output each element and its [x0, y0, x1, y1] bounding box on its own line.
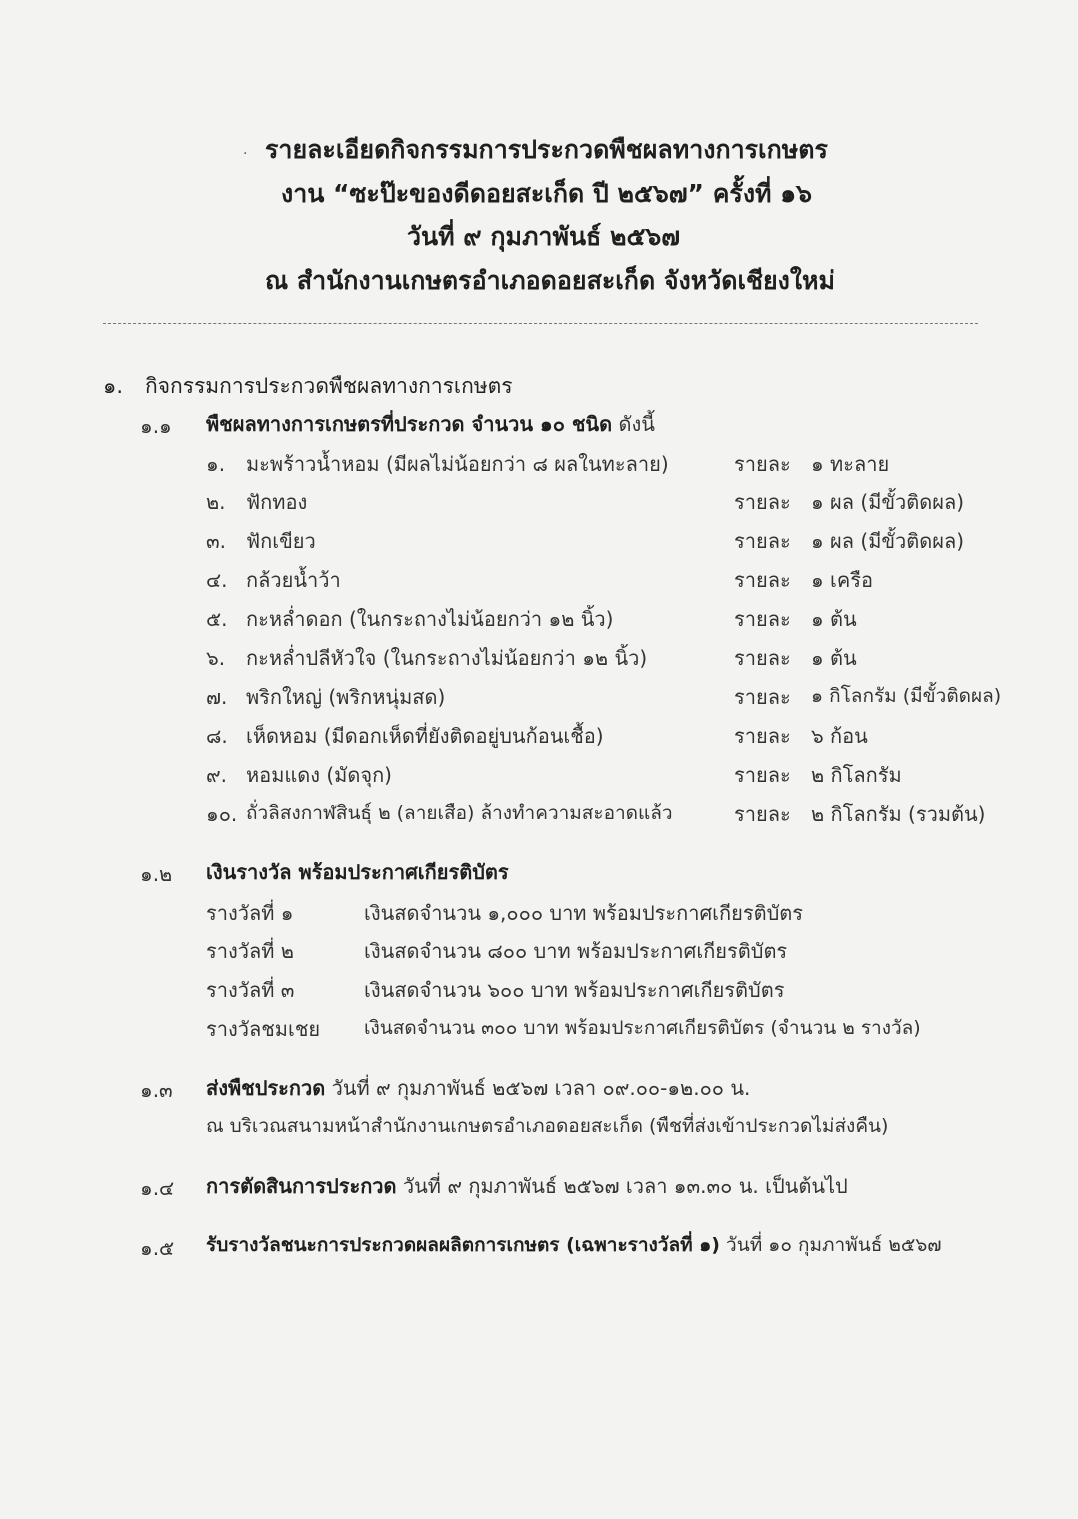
list-item-number: ๒.: [206, 490, 226, 514]
prize-detail: เงินสดจำนวน ๘๐๐ บาท พร้อมประกาศเกียรติบัตร: [364, 939, 788, 963]
event-name: งาน “ซะป๊ะของดีดอยสะเก็ด ปี ๒๕๖๗” ครั้งที่ ๑๖: [281, 179, 812, 208]
list-item-per: รายละ: [734, 452, 791, 476]
list-item-per: รายละ: [734, 724, 791, 748]
list-item-qty: ๒ กิโลกรัม: [811, 763, 902, 787]
section-1-title: กิจกรรมการประกวดพืชผลทางการเกษตร: [145, 374, 513, 398]
list-item-per: รายละ: [734, 607, 791, 631]
prize-label: รางวัลที่ ๑: [206, 901, 294, 925]
list-item-name: พริกใหญ่ (พริกหนุ่มสด): [246, 685, 446, 709]
list-item-per: รายละ: [734, 685, 791, 709]
section-1-1-title: พืชผลทางการเกษตรที่ประกวด จำนวน ๑๐ ชนิด: [206, 412, 613, 436]
section-1-4-text: วันที่ ๙ กุมภาพันธ์ ๒๕๖๗ เวลา ๑๓.๓๐ น. เป็นต้นไป: [402, 1174, 848, 1198]
list-item-per: รายละ: [734, 802, 791, 826]
list-item-number: ๓.: [206, 529, 227, 553]
list-item-qty: ๑ เครือ: [811, 568, 874, 592]
section-1-5-title: รับรางวัลชนะการประกวดผลผลิตการเกษตร (เฉพาะรางวัลที่ ๑): [206, 1234, 720, 1256]
section-1-1-number: ๑.๑: [140, 414, 172, 438]
section-1-5-heading: [206, 1230, 942, 1260]
prize-detail: เงินสดจำนวน ๖๐๐ บาท พร้อมประกาศเกียรติบัตร: [364, 978, 785, 1002]
section-1-1-heading: [206, 408, 655, 440]
section-1-4-title: การตัดสินการประกวด: [206, 1174, 397, 1198]
list-item-name: กล้วยน้ำว้า: [246, 568, 341, 592]
list-item-per: รายละ: [734, 646, 791, 670]
list-item-name: หอมแดง (มัดจุก): [246, 763, 392, 787]
list-item-number: ๘.: [206, 724, 228, 748]
list-item-name: มะพร้าวน้ำหอม (มีผลไม่น้อยกว่า ๘ ผลในทะลาย): [246, 452, 669, 476]
section-1-3-location: ณ บริเวณสนามหน้าสำนักงานเกษตรอำเภอดอยสะเก็ด (พืชที่ส่งเข้าประกวดไม่ส่งคืน): [206, 1115, 889, 1137]
section-1-2-title: เงินรางวัล พร้อมประกาศเกียรติบัตร: [206, 860, 509, 884]
section-1-3-heading: [206, 1072, 750, 1104]
section-1-5-text: วันที่ ๑๐ กุมภาพันธ์ ๒๕๖๗: [726, 1234, 942, 1256]
list-item-name: ฟักทอง: [246, 490, 308, 514]
list-item-number: ๑๐.: [206, 802, 238, 826]
list-item-qty: ๑ ต้น: [811, 607, 857, 631]
list-item-qty: ๑ ทะลาย: [811, 452, 890, 476]
list-item-per: รายละ: [734, 490, 791, 514]
document-title: รายละเอียดกิจกรรมการประกวดพืชผลทางการเกษตร: [265, 135, 828, 164]
list-item-name: ถั่วลิสงกาฬสินธุ์ ๒ (ลายเสือ) ล้างทำความสะอาดแล้ว: [246, 802, 673, 824]
section-1-4-heading: [206, 1170, 848, 1202]
list-item-per: รายละ: [734, 529, 791, 553]
dashed-divider: [103, 323, 978, 324]
prize-detail: เงินสดจำนวน ๑,๐๐๐ บาท พร้อมประกาศเกียรติบัตร: [364, 901, 804, 925]
header-bullet: ·: [243, 146, 248, 162]
list-item-per: รายละ: [734, 568, 791, 592]
list-item-number: ๖.: [206, 646, 226, 670]
list-item-number: ๗.: [206, 685, 228, 709]
list-item-name: เห็ดหอม (มีดอกเห็ดที่ยังติดอยู่บนก้อนเชื้อ): [246, 724, 604, 748]
section-1-number: ๑.: [103, 374, 124, 398]
section-1-4-number: ๑.๔: [140, 1176, 175, 1200]
list-item-number: ๔.: [206, 568, 228, 592]
prize-label: รางวัลที่ ๒: [206, 939, 294, 963]
list-item-qty: ๖ ก้อน: [811, 724, 868, 748]
event-location: ณ สำนักงานเกษตรอำเภอดอยสะเก็ด จังหวัดเชียงใหม่: [265, 266, 836, 295]
list-item-qty: ๑ ผล (มีขั้วติดผล): [811, 490, 965, 514]
list-item-name: กะหล่ำดอก (ในกระถางไม่น้อยกว่า ๑๒ นิ้ว): [246, 607, 614, 631]
prize-label: รางวัลที่ ๓: [206, 978, 295, 1002]
list-item-number: ๙.: [206, 763, 228, 787]
list-item-qty: ๑ ต้น: [811, 646, 857, 670]
list-item-name: กะหล่ำปลีหัวใจ (ในกระถางไม่น้อยกว่า ๑๒ นิ้ว): [246, 646, 648, 670]
list-item-qty: ๒ กิโลกรัม (รวมต้น): [811, 802, 986, 826]
list-item-qty: ๑ ผล (มีขั้วติดผล): [811, 529, 965, 553]
list-item-number: ๕.: [206, 607, 228, 631]
section-1-2-number: ๑.๒: [140, 862, 173, 886]
section-1-3-number: ๑.๓: [140, 1078, 173, 1102]
section-1-1-tail: ดังนี้: [618, 412, 655, 436]
section-1-3-text: วันที่ ๙ กุมภาพันธ์ ๒๕๖๗ เวลา ๐๙.๐๐-๑๒.๐๐ น.: [331, 1076, 751, 1100]
list-item-name: ฟักเขียว: [246, 529, 316, 553]
list-item-qty: ๑ กิโลกรัม (มีขั้วติดผล): [811, 685, 1002, 707]
event-date: วันที่ ๙ กุมภาพันธ์ ๒๕๖๗: [407, 222, 681, 251]
section-1-3-title: ส่งพืชประกวด: [206, 1076, 326, 1100]
section-1-5-number: ๑.๕: [140, 1236, 175, 1260]
prize-label: รางวัลชมเชย: [206, 1017, 321, 1041]
prize-detail: เงินสดจำนวน ๓๐๐ บาท พร้อมประกาศเกียรติบัตร (จำนวน ๒ รางวัล): [364, 1017, 921, 1039]
list-item-per: รายละ: [734, 763, 791, 787]
list-item-number: ๑.: [206, 452, 226, 476]
